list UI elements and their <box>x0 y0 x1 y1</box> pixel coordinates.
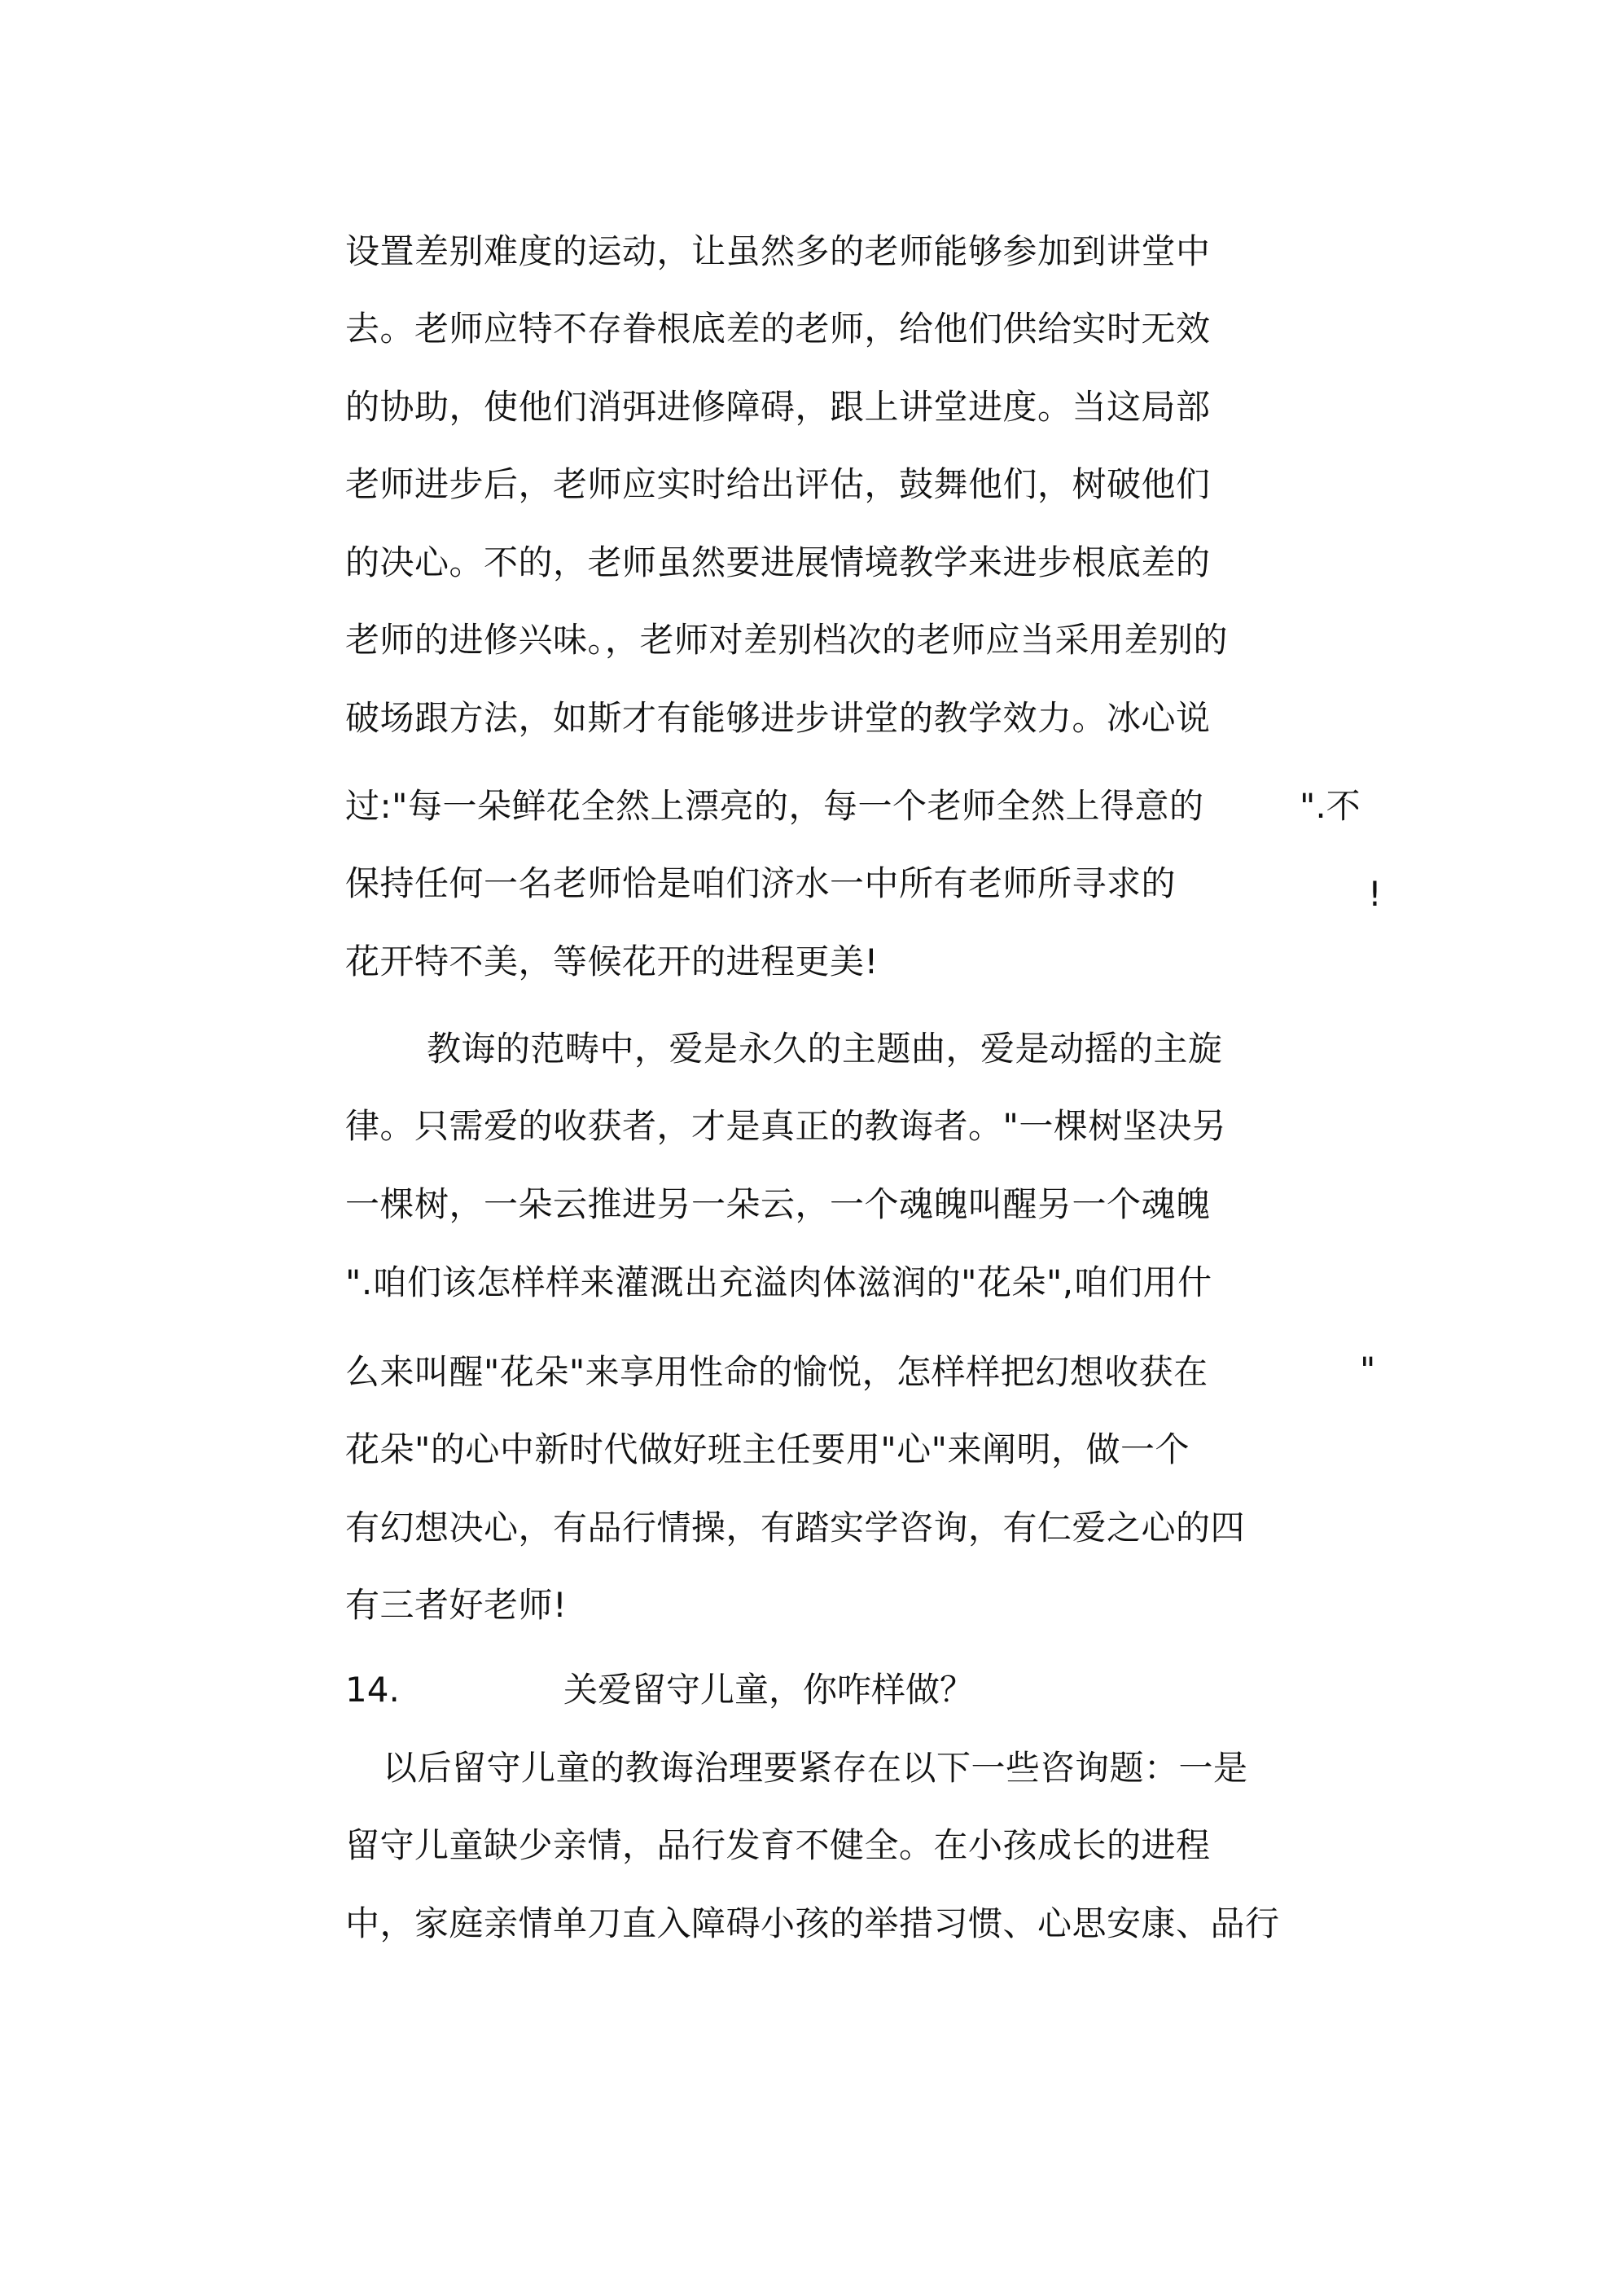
paragraph-1-line-6: 老师的进修兴味。，老师对差别档次的老师应当采用差别的 <box>345 620 1229 660</box>
paragraph-1-line-8: 过:"每一朵鲜花全然上漂亮的，每一个老师全然上得意的 <box>345 786 1204 826</box>
paragraph-1-line-4: 老师进步后，老师应实时给出评估，鼓舞他们，树破他们 <box>345 464 1211 504</box>
paragraph-2-line-7: 有幻想决心，有品行情操，有踏实学咨询，有仁爱之心的四 <box>345 1508 1246 1547</box>
section-14-number: 14. <box>345 1670 400 1710</box>
paragraph-2-line-3: 一棵树，一朵云推进另一朵云，一个魂魄叫醒另一个魂魄 <box>345 1184 1211 1224</box>
paragraph-1-line-1: 设置差别难度的运动，让虽然多的老师能够参加到讲堂中 <box>345 231 1211 271</box>
section-14-title: 关爱留守儿童，你咋样做？ <box>563 1670 975 1710</box>
paragraph-2-line-5: 么来叫醒"花朵"来享用性命的愉悦，怎样样把幻想收获在 <box>345 1352 1208 1392</box>
paragraph-2-line-8: 有三者好老师! <box>345 1585 568 1625</box>
paragraph-2-line-5-tail: " <box>1360 1350 1376 1389</box>
paragraph-1-line-7: 破场跟方法，如斯才有能够进步讲堂的教学效力。冰心说 <box>345 698 1211 738</box>
paragraph-1-line-10: 花开特不美，等候花开的进程更美! <box>345 942 879 981</box>
paragraph-1-line-9: 保持任何一名老师恰是咱们济水一中所有老师所寻求的 <box>345 863 1177 903</box>
paragraph-1-line-3: 的协助，使他们消弭进修障碍，跟上讲堂进度。当这局部 <box>345 387 1211 427</box>
paragraph-1-line-9-tail: ! <box>1368 874 1382 914</box>
paragraph-1-line-5: 的决心。不的，老师虽然要进展情境教学来进步根底差的 <box>345 542 1211 582</box>
paragraph-2-line-4: ".咱们该怎样样来灌溉出充溢肉体滋润的"花朵",咱们用什 <box>345 1262 1212 1302</box>
paragraph-3-line-2: 留守儿童缺少亲情，品行发育不健全。在小孩成长的进程 <box>345 1825 1211 1865</box>
paragraph-2-line-2: 律。只需爱的收获者，才是真正的教诲者。"一棵树坚决另 <box>345 1106 1227 1146</box>
paragraph-2-line-1: 教诲的范畴中，爱是永久的主题曲，爱是动摇的主旋 <box>427 1029 1223 1069</box>
paragraph-3-line-1: 以后留守儿童的教诲治理要紧存在以下一些咨询题：一是 <box>383 1748 1248 1788</box>
paragraph-2-line-6: 花朵"的心中新时代做好班主任要用"心"来阐明，做一个 <box>345 1429 1190 1469</box>
paragraph-3-line-3: 中，家庭亲情单刀直入障碍小孩的举措习惯、心思安康、品行 <box>345 1903 1280 1943</box>
paragraph-1-line-2: 去。老师应特不存眷根底差的老师，给他们供给实时无效 <box>345 309 1211 349</box>
paragraph-1-line-8-tail: ".不 <box>1300 786 1361 826</box>
